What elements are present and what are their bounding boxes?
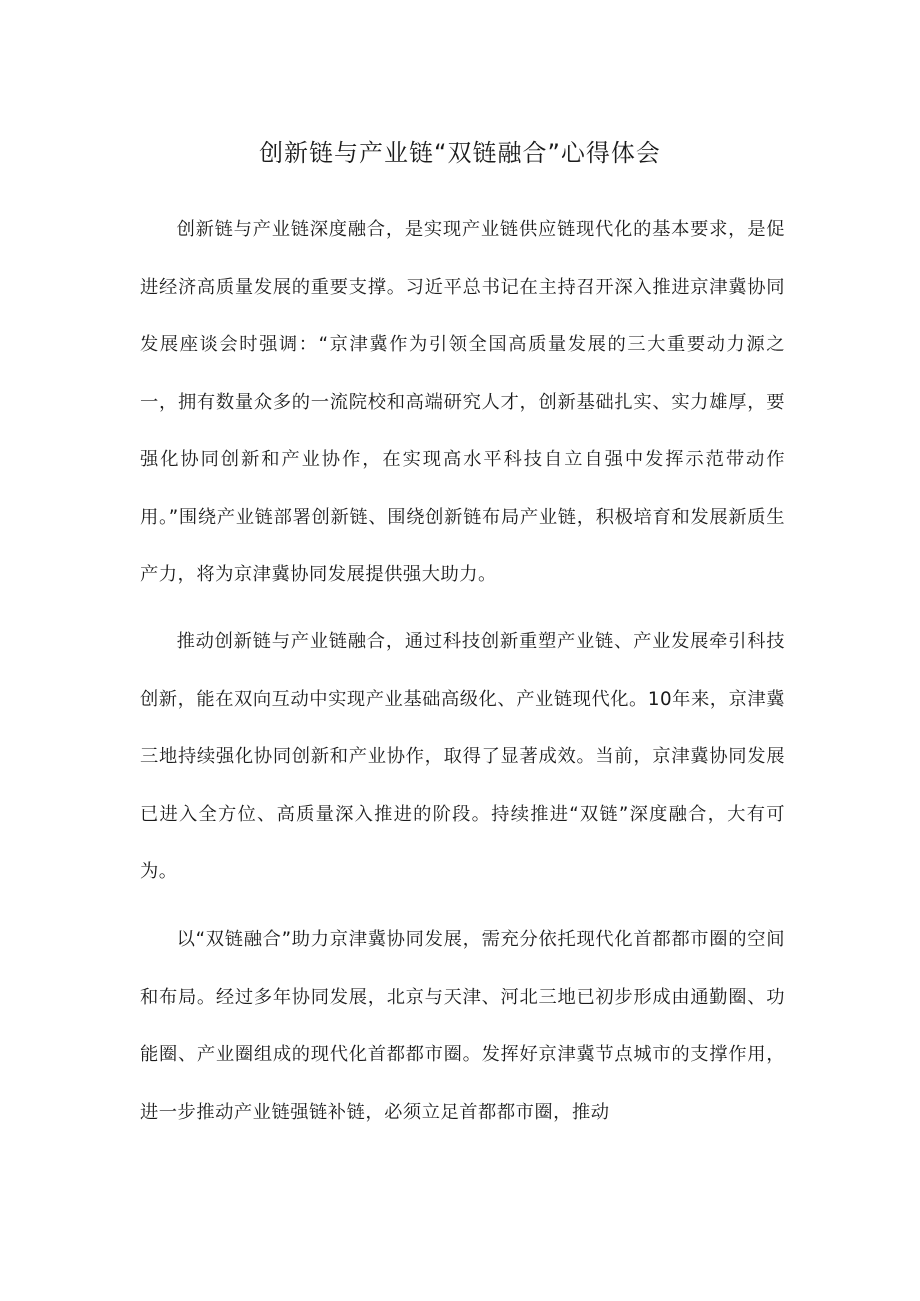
paragraph-1: 创新链与产业链深度融合，是实现产业链供应链现代化的基本要求，是促进经济高质量发展的重要支撑。习近平总书记在主持召开深入推进京津冀协同发展座谈会时强调：“京津冀作为引领全国高质量发展的三大重要动力源之一，拥有数量众多的一流院校和高端研究人才，创新基础扎实、实力雄厚，要强化协同创新和产业协作，在实现高水平科技自立自强中发挥示范带动作用。”围绕产业链部署创新链、围绕创新链布局产业链，积极培育和发展新质生产力，将为京津冀协同发展提供强大助力。: [140, 219, 785, 585]
paragraph-2: 推动创新链与产业链融合，通过科技创新重塑产业链、产业发展牵引科技创新，能在双向互动中实现产业基础高级化、产业链现代化。10年来，京津冀三地持续强化协同创新和产业协作，取得了显著成效。当前，京津冀协同发展已进入全方位、高质量深入推进的阶段。持续推进“双链”深度融合，大有可为。: [140, 631, 785, 882]
document-title: 创新链与产业链“双链融合”心得体会: [259, 139, 661, 167]
paragraph-3: 以“双链融合”助力京津冀协同发展，需充分依托现代化首都都市圈的空间和布局。经过多年协同发展，北京与天津、河北三地已初步形成由通勤圈、功能圈、产业圈组成的现代化首都都市圈。发挥好京津冀节点城市的支撑作用，进一步推动产业链强链补链，必须立足首都都市圈，推动: [140, 929, 785, 1123]
